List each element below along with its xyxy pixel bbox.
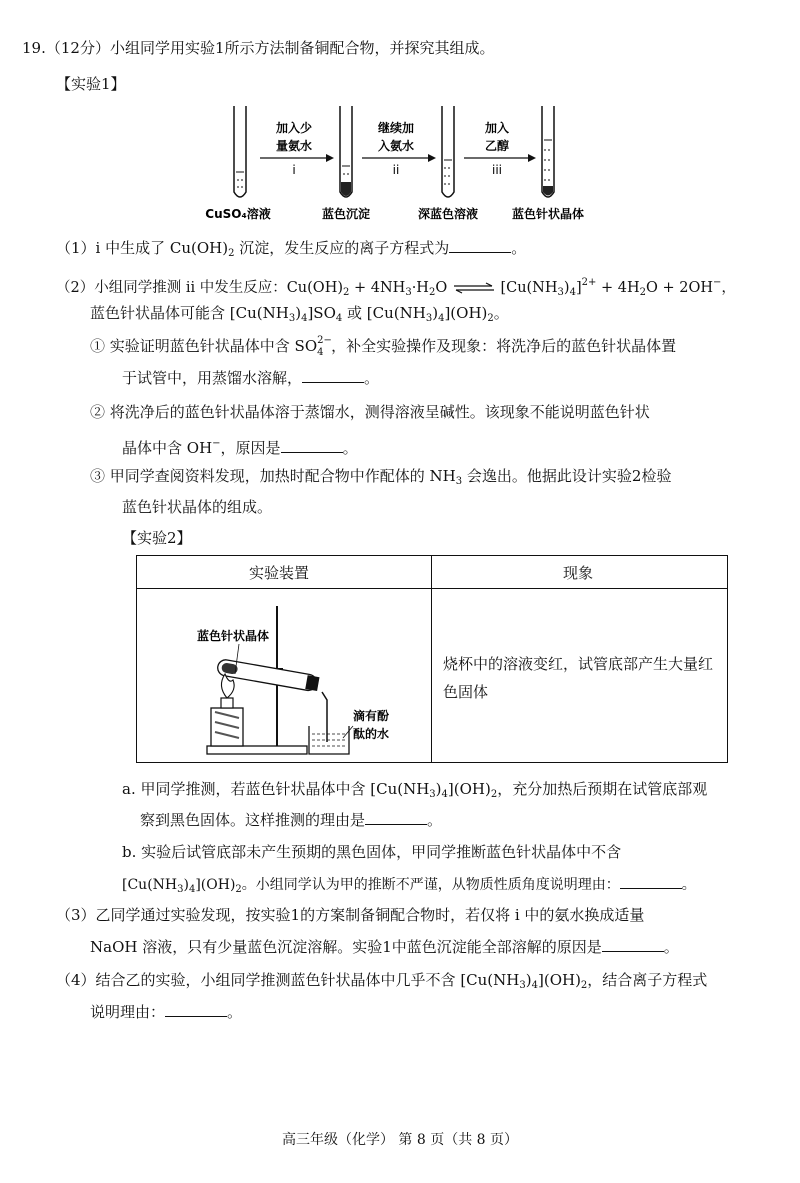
qa-text: ](OH) — [447, 780, 491, 798]
s2-sup: − — [212, 438, 221, 449]
subquestion-1-line1 — [90, 336, 676, 356]
step-i-line2: 量氨水 — [275, 139, 313, 153]
subquestion-2-line2 — [122, 434, 358, 458]
s3-sub: 3 — [455, 476, 463, 487]
s1-text: 。 — [364, 369, 380, 387]
q3-text: NaOH 溶液，只有少量蓝色沉淀溶解。实验1中蓝色沉淀能全部溶解的原因是 — [90, 938, 602, 956]
q2-sub: 3 — [557, 287, 564, 298]
col-observation-header: 现象 — [563, 564, 594, 582]
subquestion-1-line2 — [122, 368, 379, 388]
qa-sub: 4 — [441, 789, 448, 800]
answer-blank[interactable] — [365, 810, 427, 825]
q4-text: 。 — [227, 1003, 243, 1021]
q4-sub: 2 — [580, 980, 588, 991]
question-2-line1 — [56, 273, 736, 303]
s2-text: ② 将洗净后的蓝色针状晶体溶于蒸馏水，测得溶液呈碱性。该现象不能说明蓝色针状 — [90, 403, 650, 421]
question-b-line1 — [122, 842, 621, 862]
qa-text: 察到黑色固体。这样推测的理由是 — [140, 811, 366, 829]
question-4-line1 — [56, 970, 707, 996]
q2-text: ) — [563, 280, 570, 296]
q2-text: ， — [721, 280, 736, 296]
s1-text: 于试管中，用蒸馏水溶解， — [122, 369, 303, 387]
question-4-line2 — [90, 1002, 242, 1022]
equilibrium-arrow-icon — [452, 282, 496, 294]
q2-text: ]SO — [307, 304, 336, 322]
subquestion-3-line2 — [122, 497, 272, 517]
q2-text: ) — [295, 304, 302, 322]
qb-text: [Cu(NH — [122, 877, 178, 893]
step-ii-line2: 入氨水 — [377, 139, 415, 153]
q2-sub: 4 — [438, 313, 445, 324]
q2-sub: 2 — [343, 287, 350, 298]
qb-text: ](OH) — [195, 877, 236, 893]
q4-text: ，结合离子方程式 — [587, 971, 708, 989]
exp1-label: 【实验1】 — [56, 75, 126, 93]
arrow-step-iii — [464, 120, 536, 177]
q2-text: 或 [Cu(NH — [342, 304, 426, 322]
question-b-line2 — [122, 874, 696, 900]
answer-blank[interactable] — [620, 874, 682, 889]
apparatus-diagram — [177, 600, 417, 758]
q2-sub: 2 — [639, 287, 646, 298]
s1-sub: 4 — [317, 347, 324, 358]
step-iii-roman: iii — [491, 163, 503, 177]
qa-sub: 3 — [429, 789, 436, 800]
qb-sub: 3 — [177, 884, 184, 895]
q2-sub: 4 — [301, 313, 308, 324]
qa-text: ，充分加热后预期在试管底部观 — [497, 780, 708, 798]
s1-text: ① 实验证明蓝色针状晶体中含 SO — [90, 337, 318, 355]
q2-sub: 3 — [405, 287, 412, 298]
qa-text: a. 甲同学推测，若蓝色针状晶体中含 [Cu(NH — [122, 780, 430, 798]
qb-text: 。 — [681, 877, 696, 893]
experiment1-diagram — [190, 100, 610, 225]
q2-text: （2）小组同学推测 ii 中发生反应：Cu(OH) — [56, 280, 343, 296]
answer-blank[interactable] — [449, 238, 511, 253]
question-number: 19. — [22, 39, 46, 57]
label-deep-blue-solution: 深蓝色溶液 — [417, 207, 479, 221]
exp2-label: 【实验2】 — [122, 529, 192, 547]
q2-sub: 4 — [569, 287, 576, 298]
q3-text: 。 — [663, 938, 679, 956]
qb-text: ) — [183, 877, 189, 893]
q2-sub: 3 — [288, 313, 296, 324]
q2-sup: − — [713, 277, 722, 288]
answer-blank[interactable] — [281, 438, 343, 453]
qa-text: ) — [435, 780, 442, 798]
q2-text: 蓝色针状晶体可能含 [Cu(NH — [90, 304, 289, 322]
q1-text-d: 。 — [511, 239, 527, 257]
q2-text: O + 2OH — [646, 280, 714, 296]
q2-text: [Cu(NH — [500, 280, 558, 296]
question-3-line1 — [56, 905, 644, 925]
label-blue-precipitate: 蓝色沉淀 — [321, 207, 371, 221]
s3-text: 蓝色针状晶体的组成。 — [122, 498, 273, 516]
question-a-line2 — [140, 810, 442, 830]
qb-text: 。小组同学认为甲的推断不严谨，从物质性质角度说明理由： — [241, 877, 620, 893]
experiment2-table — [136, 555, 728, 763]
s1-text: ，补全实验操作及现象：将洗净后的蓝色针状晶体置 — [331, 337, 677, 355]
q2-sup: 2+ — [581, 277, 597, 288]
q2-text: O — [435, 280, 448, 296]
q2-text: 。 — [493, 304, 509, 322]
q2-sub: 2 — [428, 287, 436, 298]
s3-text: ③ 甲同学查阅资料发现，加热时配合物中作配体的 NH — [90, 467, 456, 485]
q2-text: ](OH) — [444, 304, 488, 322]
subquestion-3-line1 — [90, 466, 671, 492]
q4-sub: 3 — [519, 980, 526, 991]
table-header — [137, 556, 727, 589]
q2-sub: 3 — [425, 313, 433, 324]
q4-text: 说明理由： — [90, 1003, 166, 1021]
q3-text: （3）乙同学通过实验发现，按实验1的方案制备铜配合物时，若仅将 i 中的氨水换成适量 — [56, 906, 645, 924]
label-cuso4: CuSO₄溶液 — [205, 207, 271, 221]
q1-text-c: 沉淀，发生反应的离子方程式为 — [234, 239, 450, 257]
qb-sub: 2 — [235, 884, 242, 895]
qa-sub: 2 — [490, 789, 498, 800]
answer-blank[interactable] — [165, 1002, 227, 1017]
step-ii-roman: ii — [392, 163, 400, 177]
q2-text: + 4NH — [349, 280, 406, 296]
q2-text: + 4H — [596, 280, 640, 296]
q1-text-a: （1）i 中生成了 Cu(OH) — [56, 239, 229, 257]
tube-blue-precipitate — [340, 106, 352, 197]
page-footer: 高三年级（化学） 第 8 页（共 8 页） — [281, 1132, 519, 1148]
s2-text: ，原因是 — [220, 439, 281, 457]
col-apparatus-header: 实验装置 — [249, 564, 310, 582]
qb-text: b. 实验后试管底部未产生预期的黑色固体，甲同学推断蓝色针状晶体中不含 — [122, 843, 622, 861]
tube-blue-crystals — [542, 106, 554, 197]
q2-sub: 4 — [335, 313, 343, 324]
step-i-line1: 加入少 — [275, 121, 313, 135]
qb-sub: 4 — [188, 884, 196, 895]
answer-blank[interactable] — [602, 937, 664, 952]
step-iii-line2: 乙醇 — [484, 139, 510, 153]
apparatus-label-crystals: 蓝色针状晶体 — [197, 629, 270, 643]
q2-text: ·H — [411, 280, 429, 296]
q1-sub: 2 — [228, 248, 235, 259]
q2-sub: 2 — [487, 313, 494, 324]
label-blue-crystals: 蓝色针状晶体 — [511, 207, 585, 221]
s2-text: 。 — [342, 439, 358, 457]
arrow-step-ii — [362, 120, 436, 177]
question-1 — [56, 238, 526, 264]
s3-text: 会逸出。他据此设计实验2检验 — [462, 467, 672, 485]
q2-text: ) — [432, 304, 439, 322]
tube-deep-blue-solution — [442, 106, 454, 197]
answer-blank[interactable] — [302, 368, 364, 383]
step-iii-line1: 加入 — [484, 121, 510, 135]
question-a-line1 — [122, 779, 707, 805]
q4-sub: 4 — [531, 980, 538, 991]
qa-text: 。 — [427, 811, 443, 829]
apparatus-label-water1: 滴有酚 — [353, 709, 390, 723]
observation-text: 烧杯中的溶液变红，试管底部产生大量红色固体 — [443, 655, 714, 701]
s1-sup: 2− — [317, 335, 332, 346]
q2-text: ] — [575, 280, 582, 296]
arrow-step-i — [260, 120, 334, 177]
tube-cuso4 — [234, 106, 246, 197]
step-ii-line1: 继续加 — [377, 121, 415, 135]
apparatus-label-water2: 酞的水 — [353, 727, 390, 741]
question-title: （12分）小组同学用实验1所示方法制备铜配合物，并探究其组成。 — [45, 39, 495, 57]
q4-text: ](OH) — [537, 971, 581, 989]
q4-text: （4）结合乙的实验，小组同学推测蓝色针状晶体中几乎不含 [Cu(NH — [56, 971, 520, 989]
s2-text: 晶体中含 OH — [122, 439, 213, 457]
question-3-line2 — [90, 937, 679, 957]
q4-text: ) — [525, 971, 532, 989]
subquestion-2-line1 — [90, 402, 650, 422]
question-header — [22, 38, 495, 58]
question-2-line2 — [90, 303, 509, 329]
step-i-roman: i — [292, 163, 296, 177]
